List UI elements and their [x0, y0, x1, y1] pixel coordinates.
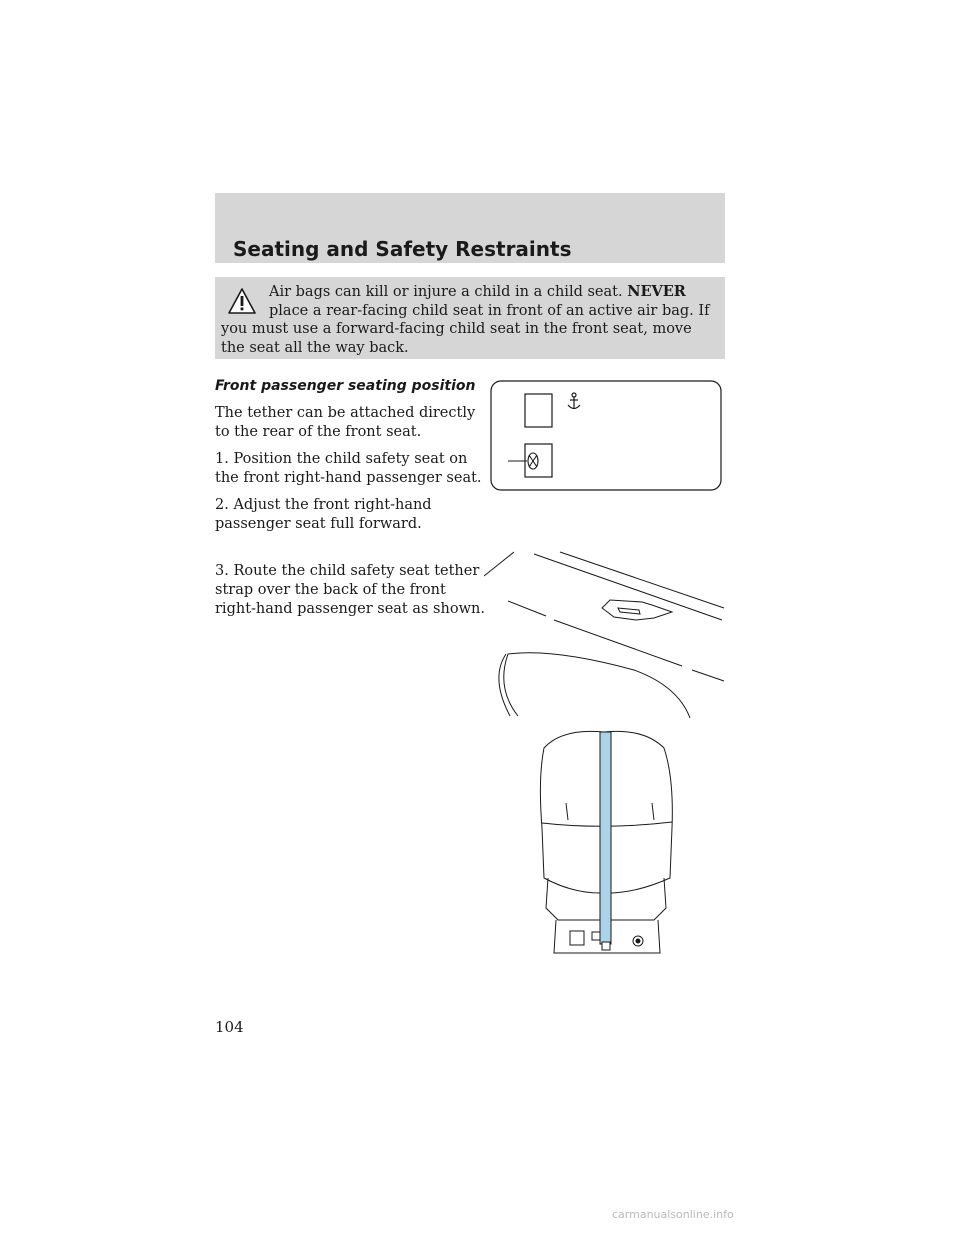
tether-strap: [600, 732, 611, 944]
tether-hook: [602, 942, 610, 950]
section-header-band: [215, 193, 725, 263]
warning-box: [215, 277, 725, 359]
page-number: 104: [215, 1018, 244, 1036]
footer-watermark[interactable]: carmanualsonline.info: [612, 1208, 734, 1221]
seat-position-diagram: [490, 380, 722, 492]
paragraph-step-3: 3. Route the child safety seat tether strap over the back of the front right-hand passenger seat as shown.: [215, 563, 485, 617]
warning-emphasis: NEVER: [627, 283, 686, 300]
section-heading: Front passenger seating position: [215, 378, 476, 394]
tether-routing-illustration: [484, 548, 728, 972]
section-title: Seating and Safety Restraints: [233, 237, 572, 261]
warning-text-end: place a rear-facing child seat in front of an active air bag. If you must use a forward-facing child seat in the front seat, move the seat all the way back.: [221, 302, 710, 356]
warning-text: [221, 283, 717, 357]
paragraph-step-2: 2. Adjust the front right-hand passenger seat full forward.: [215, 497, 432, 532]
paragraph-step-1: 1. Position the child safety seat on the front right-hand passenger seat.: [215, 451, 482, 486]
warning-text-start: Air bags can kill or injure a child in a child seat.: [269, 284, 628, 300]
paragraph-tether-intro: The tether can be attached directly to the rear of the front seat.: [215, 405, 476, 440]
